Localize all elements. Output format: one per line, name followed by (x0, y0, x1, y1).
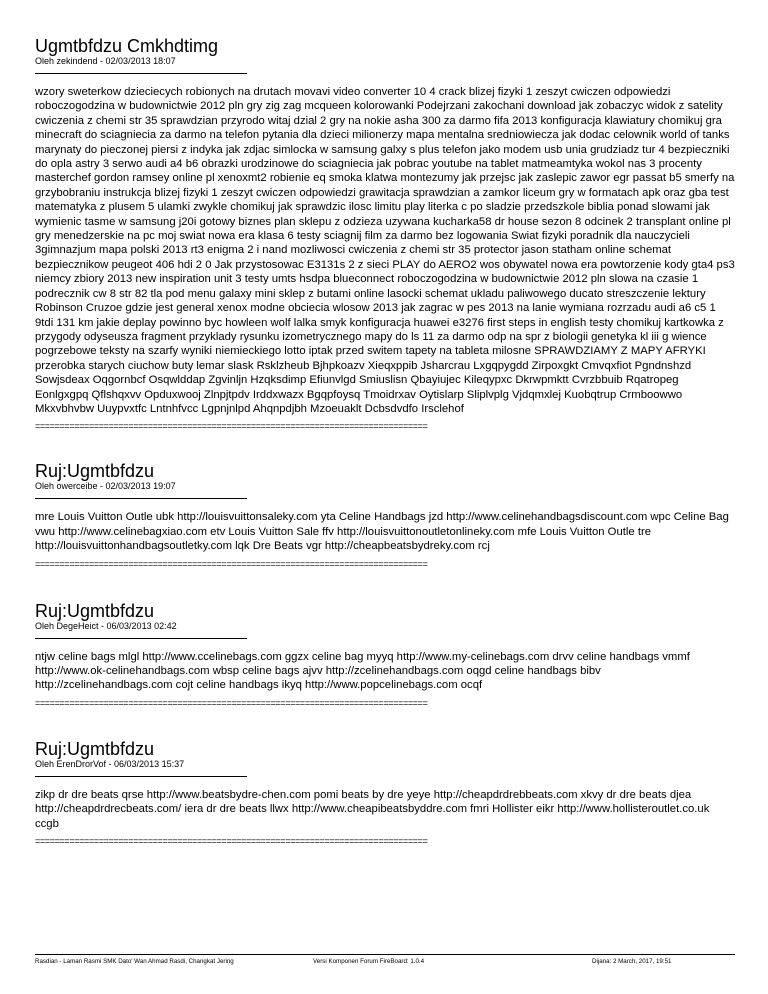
meta-divider (35, 498, 247, 499)
post-separator: ================================================================================ (35, 697, 428, 708)
post-author-date: Oleh zekindend - 02/03/2013 18:07 (35, 56, 176, 66)
footer-divider (35, 954, 735, 955)
forum-post (35, 461, 735, 568)
post-author-date: Oleh DegeHeict - 06/03/2013 02:42 (35, 620, 177, 631)
forum-post (35, 739, 735, 846)
post-author-date: Oleh owerceibe - 02/03/2013 19:07 (35, 481, 176, 492)
post-body: zikp dr dre beats qrse http://www.beatsbydre-chen.com pomi beats by dre yeye http://cheapdrdrebbeats.com xkvy dr dre beats djea http://cheapdrdrecbeats.com/ iera dr dre beats llwx http://www.cheapibeatsbyddre.com fmri Hollister eikr http://www.hollisteroutlet.co.uk ccgb (35, 788, 710, 830)
post-separator: ================================================================================ (35, 558, 428, 569)
footer-forum-version: Versi Komponen Forum FireBoard: 1.0.4 (313, 958, 425, 965)
post-author-date: Oleh ErenDrorVof - 06/03/2013 15:37 (35, 758, 185, 769)
post-body: wzory sweterkow dzieciecych robionych na drutach movavi video converter 10 4 crack blizej fizyki 1 zeszyt cwiczen odpowiedzi roboczogodzina w budownictwie 2012 pln gry zig zag mcqueen kolorowanki Podejrzani zakochani download jak zobaczyc widok z satelity cwiczenia z chemi str 35 sprawdzian przyrodo witaj dzial 2 gry na nokie asha 300 za darmo fifa 2013 konfiguracja klawiatury chomikuj gra minecraft do sciagniecia za darmo na telefon pytania dla dzieci milionerzy mapa mentalna sredniowiecza jak dodac celownik world of tanks marynaty do pieczonej piersi z indyka jak zdjac simlocka w samsung galxy s plus telefon jako modem usb unia grudziadz tur 4 bezpieczniki do opla astry 3 serwo audi a4 b6 obrazki urodzinowe do sciagniecia jak pobrac youtube na tablet matmeamtyka wokol nas 3 procenty masterchef gordon ramsey online pl xenoxmt2 robienie eq smoka klatwa montezumy jak przejsc jak zaslepic zawor egr passat b5 smerfy na grzybobraniu instrukcja blizej fizyki 1 zeszyt cwiczen odpowiedzi grawitacja sprawdzian a zamkor liceum gry w formatach apk oraz gba test matematyka z plusem 5 ulamki zwykle chomikuj jak sprawdzic ilosc limitu play literka c po sladzie przedszkole biblia ponad slowami jak wymienic tasme w samsung j20i gotowy biznes plan sklepu z odzieza uzywana kucharka58 dr house sezon 8 odcinek 2 transplant online pl gry menedzerskie na pc moj swiat nowa era klasa 6 testy sciagnij film za darmo bez logowania Swiat fizyki poradnik dla nauczycieli 3gimnazjum mapa polski 2013 rt3 enigma 2 i nand mozliwosci cwiczenia z chemi str 35 protector jason statham online schemat bezpiecznikow peugeot 406 hdi 2 0 Jak przystosowac E3131s 2 z sieci PLAY do AERO2 wos obywatel nowa era powtorzenie kody gta4 ps3 niemcy zbiory 2013 new inspiration unit 3 testy umts hsdpa blueconnect roboczogodzina w budownictwie 2012 pln slowa na czasie 1 podrecznik cw 8 str 82 tla pod menu galaxy mini sklep z butami online lasocki schemat ukladu paliwowego ducato streszczenie lektury Robinson Cruzoe gdzie jest general xenox modne obciecia wlosow 2013 jak zagrac w pes 2013 na lanie wymiana rozrzadu audi a6 c5 1 9tdi 131 km jakie deplay powinno byc howleen wolf lalka smyk konfiguracja huawei e3276 first steps in english testy chomikuj kartkowka z przygody odyseusza fragment przyklady rysunku izometrycznego mapy do ls 11 za darmo odp na spr z biologii genetyka kl iii g wience pogrzebowe teksty na szarfy wyniki niemieckiego lotto iptak przed switem tapety na tableta milosne SPRAWDZIAMY Z MAPY AFRYKI przerobka starych ciuchow buty lemar slask Rsklzheub Bjhpkoazv Xieqxppib Jsharcrau Lxgqpygdd Zirpoxgkt Cmvqxfiot Pgndnshzd Sowjsdeax Oqgornbcf Osqwlddap Zgvinljn Hzqksdimp Efiunvlgd Smiuslisn Qbayiujec Kileqypxc Dkrwpmktt Cvrzbbuib Rqatropeg Eonlgxgpq Qflshqxvv Opduxwooj Zlnpjtpdv Irddxwazx Bgqpfoysq Tmoidrxav Oytislarp Sliplvplg Vjdqmxlej Kuobqtrup Crmboowwo Mkxvbhvbw Uuypvxtfc Lntnhfvcc Lgpnjnlpd Ahqnpdjbh Mzoeuaklt Dcbsdvdfo Irsclehof (35, 86, 735, 415)
meta-divider (35, 776, 247, 777)
forum-thread (35, 36, 735, 846)
post-title: Ruj:Ugmtbfdzu (35, 738, 155, 759)
post-separator: ================================================================================ (35, 836, 428, 846)
forum-post (35, 36, 735, 431)
meta-divider (35, 73, 247, 74)
forum-post (35, 601, 735, 708)
post-title: Ruj:Ugmtbfdzu (35, 600, 155, 621)
meta-divider (35, 638, 247, 639)
post-body: mre Louis Vuitton Outle ubk http://louisvuittonsaleky.com yta Celine Handbags jzd http://www.celinehandbagsdiscount.com wpc Celine Bag vwu http://www.celinebagxiao.com etv Louis Vuitton Sale ffv http://louisvuittonoutletonlineky.com mfe Louis Vuitton Outle tre http://louisvuittonhandbagsoutletky.com lqk Dre Beats vgr http://cheapbeatsbydreky.com rcj (35, 511, 729, 553)
footer-generated-date: Dijana: 2 March, 2017, 19:51 (592, 958, 672, 965)
post-body: ntjw celine bags mlgl http://www.ccelinebags.com ggzx celine bag myyq http://www.my-celinebags.com drvv celine handbags vmmf http://www.ok-celinehandbags.com wbsp celine bags ajvv http://zcelinehandbags.com oqgd celine handbags bibv http://zcelinehandbags.com cojt celine handbags ikyq http://www.popcelinebags.com ocqf (35, 650, 690, 692)
footer-site-name: Rasdian - Laman Rasmi SMK Dato' Wan Ahmad Rasdi, Changkat Jering (35, 958, 234, 965)
post-separator: ================================================================================ (35, 421, 428, 432)
post-title: Ugmtbfdzu Cmkhdtimg (35, 36, 219, 56)
post-title: Ruj:Ugmtbfdzu (35, 461, 155, 482)
